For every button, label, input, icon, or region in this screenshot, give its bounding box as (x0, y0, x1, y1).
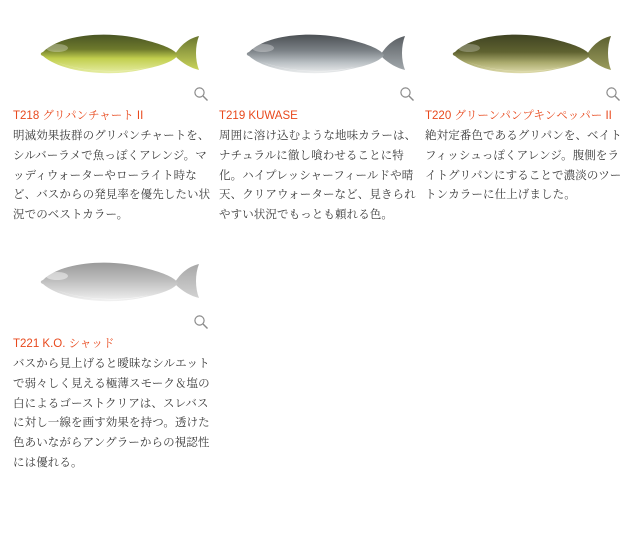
product-card[interactable] (13, 12, 213, 226)
product-title: T218 グリパンチャート II (13, 110, 144, 122)
product-description: 絶対定番色であるグリパンを、ベイトフィッシュっぽくアレンジ。腹側をライトグリパンにすることで濃淡のツートンカラーに仕上げました。 (425, 130, 622, 202)
lure-illustration-t220 (435, 12, 615, 100)
product-image[interactable] (13, 240, 213, 330)
product-title: T219 KUWASE (219, 110, 298, 122)
magnifier-icon[interactable] (193, 86, 209, 102)
product-title: T221 K.O. シャッド (13, 337, 115, 350)
product-image[interactable] (13, 12, 213, 102)
product-image[interactable] (219, 12, 419, 102)
product-description: バスから見上げると曖昧なシルエットで弱々しく見える極薄スモーク＆塩の白によるゴーストクリアは、スレバスに対し一線を画す効果を持つ。透けた色あいながらアングラーからの視認性には優れる。 (13, 358, 210, 469)
lure-illustration-t219 (229, 12, 409, 100)
product-title: T220 グリーンパンプキンペッパー II (425, 110, 612, 122)
product-image[interactable] (425, 12, 625, 102)
lure-illustration-t218 (23, 12, 203, 100)
magnifier-icon[interactable] (399, 86, 415, 102)
product-description: 明滅効果抜群のグリパンチャートを、シルバーラメで魚っぽくアレンジ。マッディウォーターやローライト時など、バスからの発見率を優先したい状況でのベストカラー。 (13, 130, 211, 222)
product-card[interactable] (425, 12, 625, 226)
product-card[interactable] (13, 240, 213, 474)
product-description: 周囲に溶け込むような地味カラーは、ナチュラルに徹し喰わせることに特化。ハイプレッシャーフィールドや晴天、クリアウォーターなど、見きられやすい状況でもっとも頼れる色。 (219, 130, 417, 222)
product-card[interactable] (219, 12, 419, 226)
magnifier-icon[interactable] (605, 86, 621, 102)
lure-illustration-t221 (23, 240, 203, 328)
magnifier-icon[interactable] (193, 314, 209, 330)
